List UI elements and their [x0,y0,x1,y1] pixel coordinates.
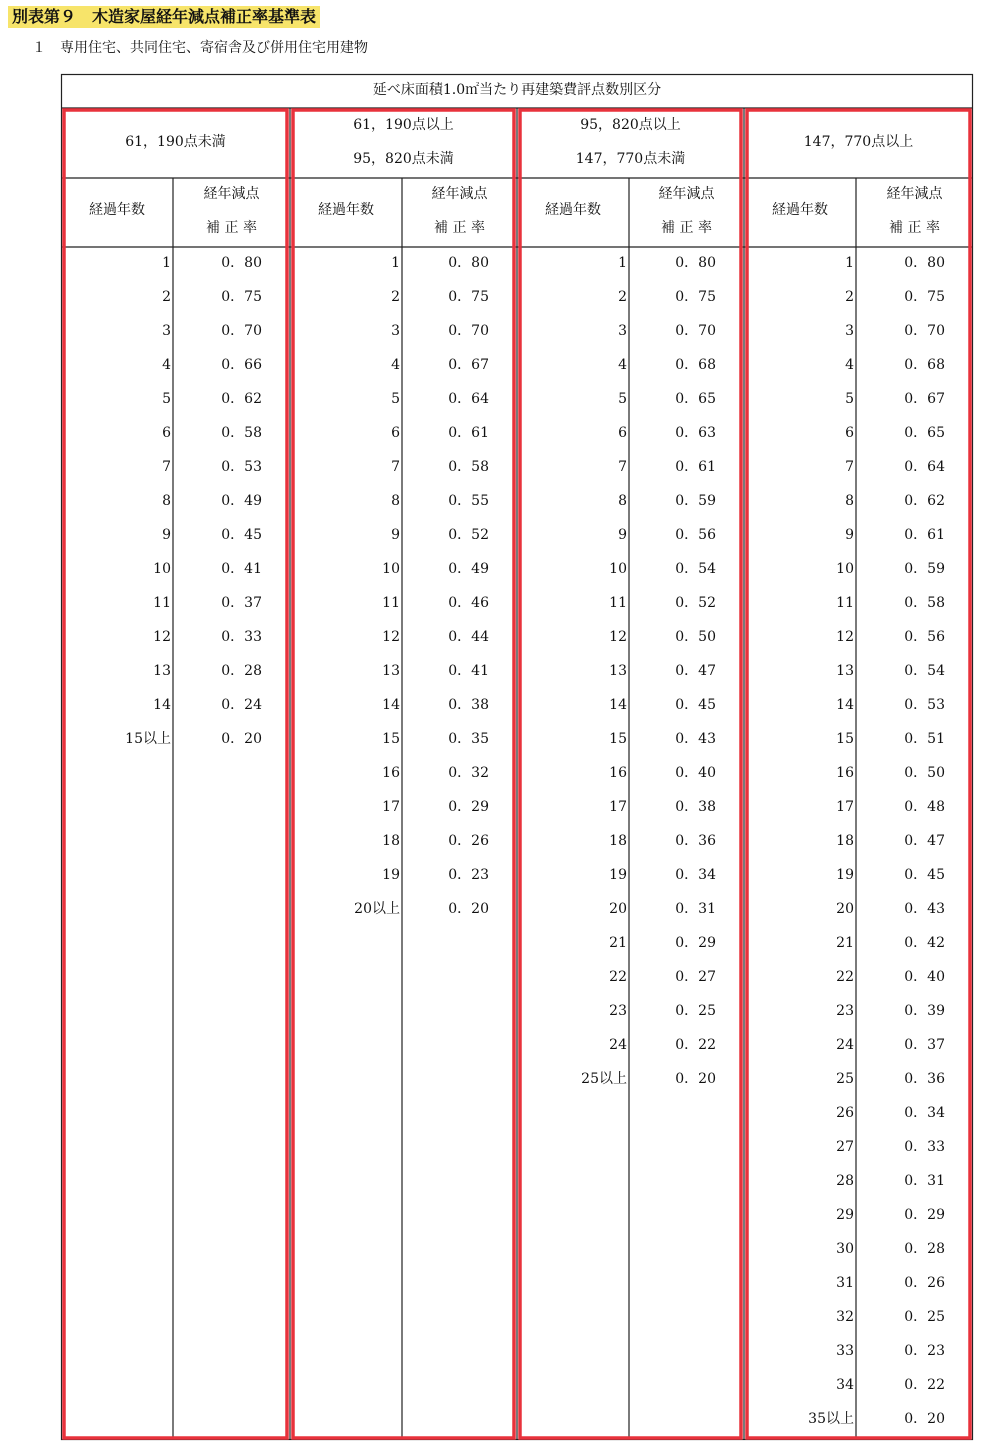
column-header-rate-line2: 補 正 率 [661,220,712,236]
year-cell: 6 [391,425,400,441]
rate-cell: 0．26 [904,1275,945,1291]
year-cell: 3 [845,323,854,339]
year-cell: 4 [618,357,627,373]
year-cell: 3 [391,323,400,339]
rate-cell: 0．43 [675,731,716,747]
year-cell: 1 [845,255,854,271]
group-highlight-box [64,110,287,1438]
rate-cell: 0．70 [675,323,716,339]
year-cell: 3 [162,323,171,339]
year-cell: 4 [845,357,854,373]
year-cell: 10 [609,561,627,577]
year-cell: 9 [391,527,400,543]
year-cell: 20以上 [354,901,400,917]
rate-cell: 0．50 [675,629,716,645]
rate-cell: 0．70 [448,323,489,339]
year-cell: 30 [836,1241,854,1257]
year-cell: 15 [836,731,854,747]
rate-cell: 0．20 [904,1411,945,1427]
year-cell: 1 [391,255,400,271]
rate-cell: 0．68 [675,357,716,373]
year-cell: 7 [845,459,854,475]
year-cell: 15以上 [125,731,171,747]
year-cell: 12 [609,629,627,645]
year-cell: 7 [391,459,400,475]
table-main-header: 延べ床面積1.0㎡当たり再建築費評点数別区分 [372,82,662,98]
year-cell: 33 [836,1343,854,1359]
rate-cell: 0．25 [904,1309,945,1325]
rate-cell: 0．49 [221,493,262,509]
year-cell: 18 [382,833,400,849]
year-cell: 23 [609,1003,627,1019]
rate-cell: 0．44 [448,629,489,645]
rate-cell: 0．67 [448,357,489,373]
rate-cell: 0．47 [904,833,945,849]
rate-cell: 0．66 [221,357,262,373]
year-cell: 16 [836,765,854,781]
year-cell: 9 [845,527,854,543]
rate-cell: 0．54 [675,561,716,577]
column-header-rate-line1: 経年減点 [431,186,488,202]
column-header-years: 経過年数 [89,202,145,218]
year-cell: 14 [153,697,171,713]
year-cell: 8 [391,493,400,509]
year-cell: 24 [836,1037,854,1053]
rate-cell: 0．53 [904,697,945,713]
year-cell: 21 [836,935,854,951]
year-cell: 22 [609,969,627,985]
year-cell: 19 [836,867,854,883]
rate-cell: 0．61 [675,459,716,475]
rate-cell: 0．33 [904,1139,945,1155]
rate-cell: 0．20 [675,1071,716,1087]
rate-cell: 0．61 [904,527,945,543]
year-cell: 25 [836,1071,854,1087]
rate-cell: 0．55 [448,493,489,509]
year-cell: 18 [836,833,854,849]
column-header-rate-line2: 補 正 率 [434,220,485,236]
rate-cell: 0．46 [448,595,489,611]
year-cell: 26 [836,1105,854,1121]
year-cell: 34 [836,1377,854,1393]
rate-cell: 0．23 [448,867,489,883]
rate-cell: 0．32 [448,765,489,781]
year-cell: 8 [618,493,627,509]
year-cell: 35以上 [808,1411,854,1427]
rate-cell: 0．80 [904,255,945,271]
rate-cell: 0．80 [448,255,489,271]
year-cell: 11 [153,595,171,611]
rate-cell: 0．39 [904,1003,945,1019]
year-cell: 28 [836,1173,854,1189]
rate-cell: 0．70 [221,323,262,339]
group-range-line1: 61，190点未満 [125,134,226,150]
rate-cell: 0．50 [904,765,945,781]
year-cell: 24 [609,1037,627,1053]
rate-cell: 0．75 [221,289,262,305]
rate-cell: 0．58 [221,425,262,441]
rate-cell: 0．80 [221,255,262,271]
rate-cell: 0．80 [675,255,716,271]
year-cell: 7 [618,459,627,475]
rate-cell: 0．56 [904,629,945,645]
year-cell: 25以上 [581,1071,627,1087]
column-header-years: 経過年数 [545,202,601,218]
rate-cell: 0．65 [675,391,716,407]
rate-cell: 0．75 [448,289,489,305]
rate-cell: 0．54 [904,663,945,679]
year-cell: 29 [836,1207,854,1223]
group-range-line2: 95，820点未満 [353,151,454,167]
rate-cell: 0．33 [221,629,262,645]
year-cell: 4 [162,357,171,373]
year-cell: 17 [609,799,627,815]
year-cell: 11 [609,595,627,611]
rate-cell: 0．56 [675,527,716,543]
year-cell: 16 [382,765,400,781]
rate-cell: 0．40 [675,765,716,781]
rate-cell: 0．34 [904,1105,945,1121]
year-cell: 16 [609,765,627,781]
rate-cell: 0．20 [221,731,262,747]
year-cell: 19 [609,867,627,883]
year-cell: 32 [836,1309,854,1325]
rate-cell: 0．25 [675,1003,716,1019]
year-cell: 9 [162,527,171,543]
year-cell: 27 [836,1139,854,1155]
rate-cell: 0．34 [675,867,716,883]
group-range-line1: 147，770点以上 [803,134,914,150]
rate-cell: 0．43 [904,901,945,917]
rate-cell: 0．52 [675,595,716,611]
table-grid-lines [61,74,973,1440]
rate-cell: 0．42 [904,935,945,951]
year-cell: 6 [845,425,854,441]
rate-cell: 0．67 [904,391,945,407]
year-cell: 18 [609,833,627,849]
group-range-line2: 147，770点未満 [575,151,686,167]
rate-cell: 0．35 [448,731,489,747]
year-cell: 13 [609,663,627,679]
rate-cell: 0．37 [221,595,262,611]
rate-cell: 0．52 [448,527,489,543]
year-cell: 7 [162,459,171,475]
rate-cell: 0．24 [221,697,262,713]
year-cell: 11 [382,595,400,611]
document-title: 別表第９ 木造家屋経年減点補正率基準表 [8,6,320,28]
rate-cell: 0．70 [904,323,945,339]
rate-cell: 0．28 [904,1241,945,1257]
year-cell: 15 [382,731,400,747]
rate-cell: 0．68 [904,357,945,373]
rate-cell: 0．40 [904,969,945,985]
rate-cell: 0．45 [221,527,262,543]
group-range-line1: 61，190点以上 [353,117,454,133]
year-cell: 2 [845,289,854,305]
year-cell: 6 [162,425,171,441]
year-cell: 1 [618,255,627,271]
rate-cell: 0．48 [904,799,945,815]
rate-cell: 0．20 [448,901,489,917]
year-cell: 5 [618,391,627,407]
year-cell: 8 [845,493,854,509]
document-subtitle: １ 専用住宅、共同住宅、寄宿舎及び併用住宅用建物 [32,40,368,56]
rate-cell: 0．23 [904,1343,945,1359]
column-header-rate-line1: 経年減点 [658,186,715,202]
year-cell: 15 [609,731,627,747]
rate-cell: 0．36 [675,833,716,849]
rate-cell: 0．29 [675,935,716,951]
rate-cell: 0．37 [904,1037,945,1053]
year-cell: 5 [391,391,400,407]
rate-cell: 0．51 [904,731,945,747]
rate-cell: 0．62 [904,493,945,509]
year-cell: 8 [162,493,171,509]
year-cell: 2 [391,289,400,305]
year-cell: 31 [836,1275,854,1291]
year-cell: 20 [609,901,627,917]
rate-cell: 0．45 [904,867,945,883]
year-cell: 20 [836,901,854,917]
year-cell: 17 [836,799,854,815]
rate-cell: 0．29 [904,1207,945,1223]
depreciation-table [61,74,973,1440]
rate-cell: 0．62 [221,391,262,407]
rate-cell: 0．38 [675,799,716,815]
year-cell: 10 [153,561,171,577]
rate-cell: 0．36 [904,1071,945,1087]
rate-cell: 0．65 [904,425,945,441]
year-cell: 4 [391,357,400,373]
rate-cell: 0．22 [675,1037,716,1053]
rate-cell: 0．27 [675,969,716,985]
rate-cell: 0．59 [904,561,945,577]
rate-cell: 0．75 [904,289,945,305]
rate-cell: 0．63 [675,425,716,441]
year-cell: 21 [609,935,627,951]
year-cell: 23 [836,1003,854,1019]
rate-cell: 0．26 [448,833,489,849]
rate-cell: 0．64 [904,459,945,475]
year-cell: 6 [618,425,627,441]
year-cell: 10 [836,561,854,577]
year-cell: 14 [382,697,400,713]
year-cell: 13 [836,663,854,679]
year-cell: 5 [845,391,854,407]
year-cell: 14 [836,697,854,713]
column-header-rate-line1: 経年減点 [886,186,943,202]
year-cell: 2 [618,289,627,305]
year-cell: 11 [836,595,854,611]
column-header-years: 経過年数 [772,202,828,218]
rate-cell: 0．64 [448,391,489,407]
column-header-rate-line1: 経年減点 [203,186,260,202]
group-range-line1: 95，820点以上 [580,117,681,133]
rate-cell: 0．47 [675,663,716,679]
rate-cell: 0．41 [221,561,262,577]
year-cell: 14 [609,697,627,713]
year-cell: 2 [162,289,171,305]
rate-cell: 0．31 [675,901,716,917]
year-cell: 19 [382,867,400,883]
year-cell: 12 [382,629,400,645]
rate-cell: 0．49 [448,561,489,577]
rate-cell: 0．38 [448,697,489,713]
rate-cell: 0．41 [448,663,489,679]
rate-cell: 0．22 [904,1377,945,1393]
year-cell: 9 [618,527,627,543]
rate-cell: 0．58 [448,459,489,475]
year-cell: 13 [382,663,400,679]
year-cell: 17 [382,799,400,815]
rate-cell: 0．28 [221,663,262,679]
year-cell: 5 [162,391,171,407]
rate-cell: 0．45 [675,697,716,713]
year-cell: 12 [153,629,171,645]
rate-cell: 0．53 [221,459,262,475]
year-cell: 13 [153,663,171,679]
rate-cell: 0．29 [448,799,489,815]
year-cell: 1 [162,255,171,271]
rate-cell: 0．61 [448,425,489,441]
year-cell: 3 [618,323,627,339]
rate-cell: 0．75 [675,289,716,305]
column-header-rate-line2: 補 正 率 [206,220,257,236]
year-cell: 10 [382,561,400,577]
rate-cell: 0．59 [675,493,716,509]
rate-cell: 0．58 [904,595,945,611]
rate-cell: 0．31 [904,1173,945,1189]
year-cell: 12 [836,629,854,645]
column-header-rate-line2: 補 正 率 [889,220,940,236]
year-cell: 22 [836,969,854,985]
column-header-years: 経過年数 [318,202,374,218]
